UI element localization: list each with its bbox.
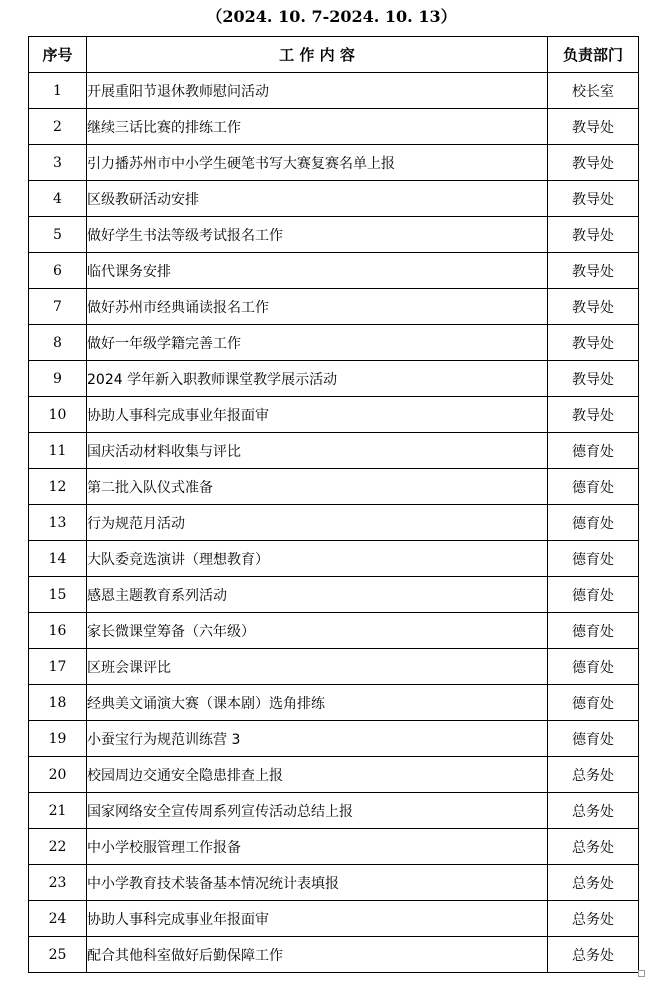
row-number: 20	[29, 757, 87, 793]
row-number: 24	[29, 901, 87, 937]
table-row	[29, 577, 639, 613]
row-department: 德育处	[548, 721, 639, 757]
row-department: 德育处	[548, 541, 639, 577]
row-content: 做好学生书法等级考试报名工作	[87, 217, 548, 253]
table-row	[29, 865, 639, 901]
row-department: 总务处	[548, 793, 639, 829]
row-content: 临代课务安排	[87, 253, 548, 289]
row-number: 2	[29, 109, 87, 145]
table-row	[29, 397, 639, 433]
work-schedule-table	[28, 36, 639, 973]
row-department: 德育处	[548, 577, 639, 613]
row-number: 6	[29, 253, 87, 289]
row-number: 10	[29, 397, 87, 433]
row-content: 国家网络安全宣传周系列宣传活动总结上报	[87, 793, 548, 829]
table-row	[29, 181, 639, 217]
header-content: 工 作 内 容	[87, 37, 548, 73]
row-number: 7	[29, 289, 87, 325]
row-number: 22	[29, 829, 87, 865]
row-department: 教导处	[548, 145, 639, 181]
table-row	[29, 361, 639, 397]
header-no: 序号	[29, 37, 87, 73]
row-content: 经典美文诵演大赛（课本剧）选角排练	[87, 685, 548, 721]
row-content: 第二批入队仪式准备	[87, 469, 548, 505]
table-row	[29, 109, 639, 145]
row-number: 17	[29, 649, 87, 685]
row-content: 区班会课评比	[87, 649, 548, 685]
row-department: 总务处	[548, 829, 639, 865]
table-row	[29, 685, 639, 721]
table-row	[29, 901, 639, 937]
row-number: 12	[29, 469, 87, 505]
table-row	[29, 541, 639, 577]
row-number: 19	[29, 721, 87, 757]
table-row	[29, 217, 639, 253]
row-department: 德育处	[548, 433, 639, 469]
row-department: 德育处	[548, 469, 639, 505]
table-row	[29, 289, 639, 325]
row-number: 16	[29, 613, 87, 649]
row-number: 5	[29, 217, 87, 253]
row-department: 总务处	[548, 757, 639, 793]
row-content: 区级教研活动安排	[87, 181, 548, 217]
row-number: 8	[29, 325, 87, 361]
row-number: 9	[29, 361, 87, 397]
table-row	[29, 721, 639, 757]
table-row	[29, 433, 639, 469]
row-department: 教导处	[548, 325, 639, 361]
table-header-row	[29, 37, 639, 73]
row-content: 校园周边交通安全隐患排查上报	[87, 757, 548, 793]
row-department: 教导处	[548, 217, 639, 253]
row-content: 做好一年级学籍完善工作	[87, 325, 548, 361]
row-content: 家长微课堂筹备（六年级）	[87, 613, 548, 649]
table-row	[29, 253, 639, 289]
row-content: 引力播苏州市中小学生硬笔书写大赛复赛名单上报	[87, 145, 548, 181]
row-content: 大队委竞选演讲（理想教育）	[87, 541, 548, 577]
row-department: 教导处	[548, 397, 639, 433]
row-content: 开展重阳节退休教师慰问活动	[87, 73, 548, 109]
row-content: 感恩主题教育系列活动	[87, 577, 548, 613]
row-number: 14	[29, 541, 87, 577]
row-department: 德育处	[548, 505, 639, 541]
row-department: 德育处	[548, 649, 639, 685]
row-department: 德育处	[548, 613, 639, 649]
row-department: 校长室	[548, 73, 639, 109]
row-department: 教导处	[548, 361, 639, 397]
row-department: 教导处	[548, 253, 639, 289]
row-department: 教导处	[548, 289, 639, 325]
header-dept: 负责部门	[548, 37, 639, 73]
table-row	[29, 757, 639, 793]
row-content: 小蚕宝行为规范训练营 3	[87, 721, 548, 757]
row-number: 1	[29, 73, 87, 109]
table-row	[29, 145, 639, 181]
row-content: 继续三话比赛的排练工作	[87, 109, 548, 145]
row-department: 教导处	[548, 109, 639, 145]
date-range-title: （2024. 10. 7-2024. 10. 13）	[206, 7, 457, 26]
row-number: 11	[29, 433, 87, 469]
paragraph-end-mark	[638, 970, 645, 977]
row-number: 15	[29, 577, 87, 613]
row-department: 总务处	[548, 901, 639, 937]
row-content: 行为规范月活动	[87, 505, 548, 541]
table-row	[29, 613, 639, 649]
row-content: 中小学教育技术装备基本情况统计表填报	[87, 865, 548, 901]
row-number: 25	[29, 937, 87, 973]
row-department: 总务处	[548, 937, 639, 973]
row-content: 协助人事科完成事业年报面审	[87, 397, 548, 433]
row-content: 做好苏州市经典诵读报名工作	[87, 289, 548, 325]
row-content: 2024 学年新入职教师课堂教学展示活动	[87, 361, 548, 397]
row-content: 配合其他科室做好后勤保障工作	[87, 937, 548, 973]
row-content: 国庆活动材料收集与评比	[87, 433, 548, 469]
row-number: 21	[29, 793, 87, 829]
table-row	[29, 73, 639, 109]
row-number: 13	[29, 505, 87, 541]
row-content: 中小学校服管理工作报备	[87, 829, 548, 865]
table-row	[29, 793, 639, 829]
row-number: 4	[29, 181, 87, 217]
table-row	[29, 649, 639, 685]
row-department: 教导处	[548, 181, 639, 217]
table-row	[29, 937, 639, 973]
row-department: 德育处	[548, 685, 639, 721]
table-row	[29, 505, 639, 541]
table-row	[29, 469, 639, 505]
row-department: 总务处	[548, 865, 639, 901]
table-row	[29, 829, 639, 865]
table-row	[29, 325, 639, 361]
row-number: 18	[29, 685, 87, 721]
row-number: 23	[29, 865, 87, 901]
row-content: 协助人事科完成事业年报面审	[87, 901, 548, 937]
row-number: 3	[29, 145, 87, 181]
